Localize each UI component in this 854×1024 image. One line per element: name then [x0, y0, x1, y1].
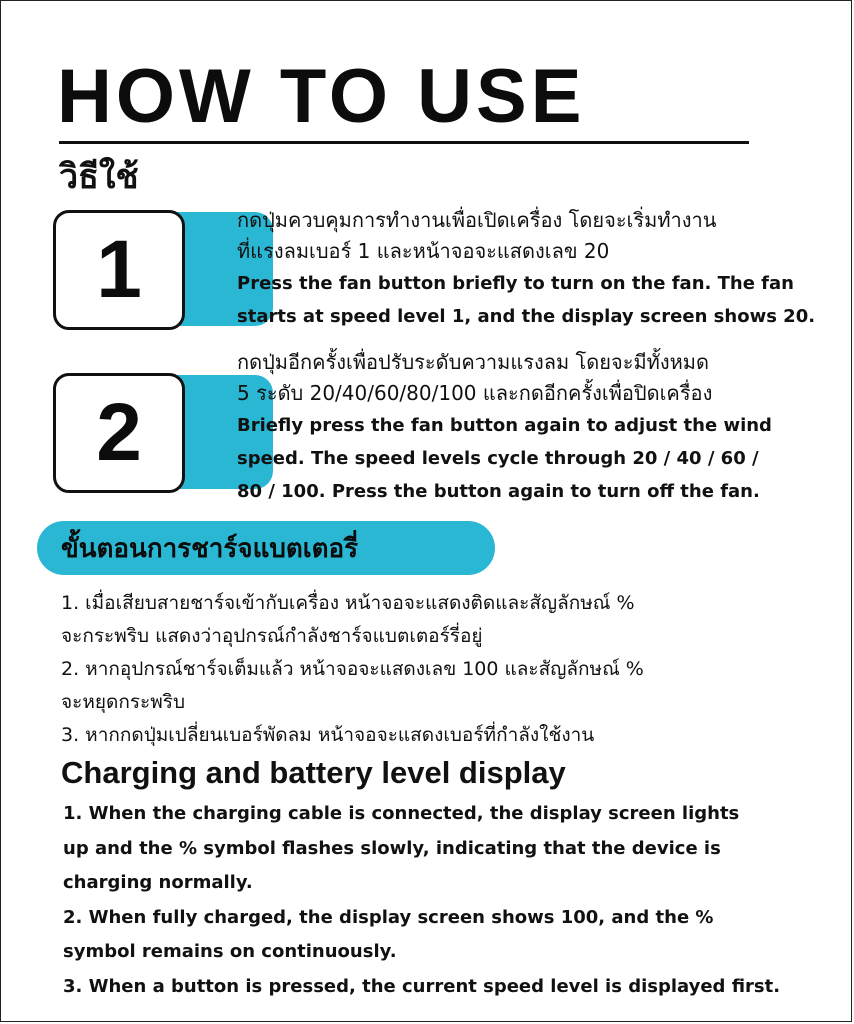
list-item: 3. When a button is pressed, the current speed level is displayed first.	[63, 975, 781, 997]
step-2-badge	[53, 373, 223, 491]
step-2-english-line: 80 / 100. Press the button again to turn off the fan.	[237, 481, 760, 502]
step-1-text	[237, 205, 827, 333]
list-item: จะกระพริบ แสดงว่าอุปกรณ์กำลังชาร์จแบตเตอร์รี่อยู่	[61, 625, 483, 647]
charging-thai-list	[61, 587, 821, 752]
step-2-thai-line: 5 ระดับ 20/40/60/80/100 และกดอีกครั้งเพื่อปิดเครื่อง	[237, 381, 713, 405]
step-2-english-line: Briefly press the fan button again to adjust the wind	[237, 415, 772, 436]
list-item: 1. เมื่อเสียบสายชาร์จเข้ากับเครื่อง หน้าจอจะแสดงติดและสัญลักษณ์ %	[61, 592, 635, 614]
step-1-thai-line: ที่แรงลมเบอร์ 1 และหน้าจอจะแสดงเลข 20	[237, 239, 610, 263]
title-divider	[59, 141, 749, 144]
list-item: symbol remains on continuously.	[63, 941, 397, 962]
list-item: 3. หากกดปุ่มเปลี่ยนเบอร์พัดลม หน้าจอจะแสดงเบอร์ที่กำลังใช้งาน	[61, 724, 595, 746]
charging-english-heading: Charging and battery level display	[61, 755, 566, 790]
list-item: up and the % symbol flashes slowly, indicating that the device is	[63, 837, 721, 859]
charging-thai-heading-pill	[37, 521, 495, 575]
step-1-number: 1	[53, 210, 185, 330]
charging-english-list	[63, 797, 823, 1004]
step-1-english-line: Press the fan button briefly to turn on the fan. The fan	[237, 273, 794, 294]
page-title: HOW TO USE	[57, 54, 586, 139]
charging-thai-heading: ขั้นตอนการชาร์จแบตเตอรี่	[61, 533, 359, 564]
step-1-thai-line: กดปุ่มควบคุมการทำงานเพื่อเปิดเครื่อง โดยจะเริ่มทำงาน	[237, 208, 717, 232]
list-item: 2. หากอุปกรณ์ชาร์จเต็มแล้ว หน้าจอจะแสดงเลข 100 และสัญลักษณ์ %	[61, 658, 644, 680]
step-2-english-line: speed. The speed levels cycle through 20 / 40 / 60 /	[237, 448, 759, 469]
list-item: 2. When fully charged, the display screen shows 100, and the %	[63, 906, 714, 928]
step-2-text	[237, 347, 827, 508]
step-1-badge	[53, 210, 223, 328]
list-item: 1. When the charging cable is connected, the display screen lights	[63, 803, 740, 824]
step-2-thai-line: กดปุ่มอีกครั้งเพื่อปรับระดับความแรงลม โดยจะมีทั้งหมด	[237, 350, 709, 374]
step-2-number: 2	[53, 373, 185, 493]
list-item: charging normally.	[63, 872, 253, 893]
step-1-english-line: starts at speed level 1, and the display screen shows 20.	[237, 306, 816, 327]
thai-subtitle: วิธีใช้	[59, 157, 139, 197]
list-item: จะหยุดกระพริบ	[61, 691, 186, 713]
